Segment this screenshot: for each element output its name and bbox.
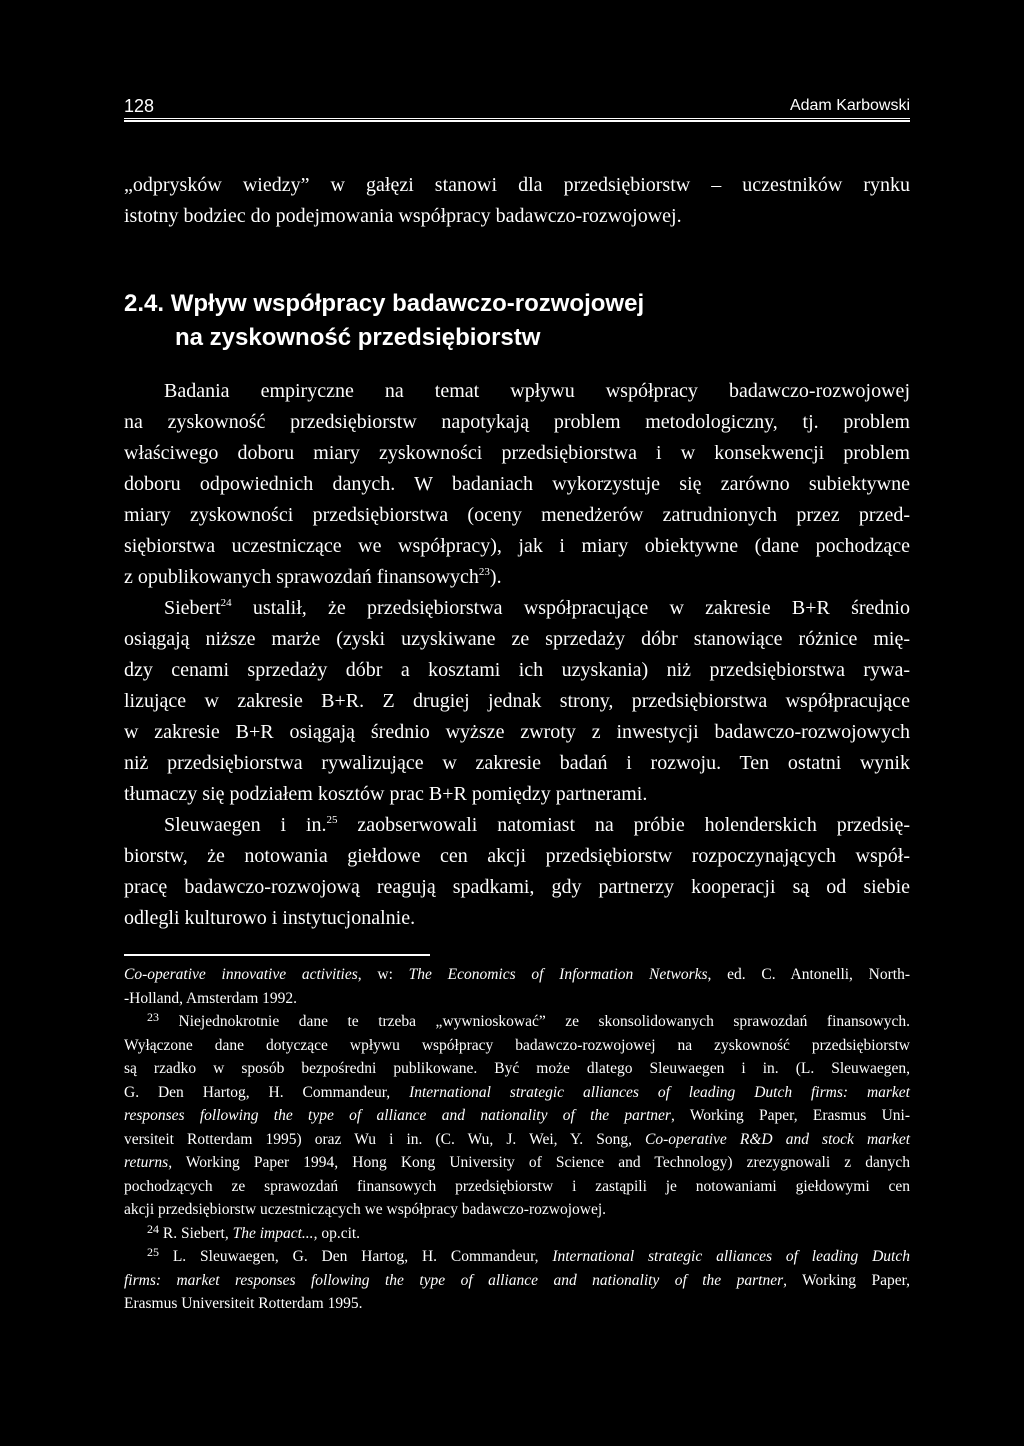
text-line: „odprysków wiedzy” w gałęzi stanowi dla przedsiębiorstw – uczestników rynku xyxy=(124,174,910,196)
text-line: Siebert$^{24}$ ustalił, że przedsiębiorstwa współpracujące w zakresie B+R średnio xyxy=(164,597,910,619)
footnote-line: firms: market responses following the type of alliance and nationality of the partner, Working Paper, xyxy=(124,1271,911,1289)
footnote-line: -Holland, Amsterdam 1992. xyxy=(124,989,298,1007)
footnote-ref-23[interactable]: 23 xyxy=(478,566,490,578)
text-line: odlegli kulturowo i instytucjonalnie. xyxy=(124,907,416,929)
footnote-line: returns, Working Paper 1994, Hong Kong University of Science and Technology) zrezygnowali z danych xyxy=(124,1154,910,1171)
header-rule-thin xyxy=(124,118,910,119)
footnote-line: są rzadko w sposób bezpośredni publikowane. Być może dlatego Sleuwaegen i in. (L. Sleuwaegen, xyxy=(124,1060,910,1077)
text-line: dzy cenami sprzedaży dóbr a kosztami ich uzyskania) niż przedsiębiorstwa rywa- xyxy=(124,659,910,681)
text-line: lizujące w zakresie B+R. Z drugiej jednak strony, przedsiębiorstwa współpracujące xyxy=(124,690,910,712)
text-line: miary zyskowności przedsiębiorstwa (oceny menedżerów zatrudnionych przez przed- xyxy=(124,504,910,526)
text-line: w zakresie B+R osiągają średnio wyższe zwroty z inwestycji badawczo-rozwojowych xyxy=(124,721,910,743)
footnote-line: G. Den Hartog, H. Commandeur, International strategic alliances of leading Dutch firms: market xyxy=(124,1083,910,1101)
section-title-line-1: Wpływ współpracy badawczo-rozwojowej xyxy=(170,290,645,317)
footnote-ref-25[interactable]: 25 xyxy=(326,814,338,826)
body-paragraphs xyxy=(124,376,910,934)
section-number: 2.4. xyxy=(124,290,165,317)
text-line: niż przedsiębiorstwa rywalizujące w zakresie badań i rozwoju. Ten ostatni wynik xyxy=(124,752,910,774)
page-number: 128 xyxy=(124,96,155,116)
footnote-line: versiteit Rotterdam 1995) oraz Wu i in. (C. Wu, J. Wei, Y. Song, Co-operative R&D and stock market xyxy=(124,1130,911,1148)
text-line: z opublikowanych sprawozdań finansowych$^{23}$). xyxy=(124,566,502,588)
footnote-line: akcji przedsiębiorstw uczestniczących we współpracy badawczo-rozwojowej. xyxy=(124,1201,607,1218)
footnote-line: Erasmus Universiteit Rotterdam 1995. xyxy=(124,1295,363,1312)
text-line: Sleuwaegen i in.$^{25}$ zaobserwowali natomiast na próbie holenderskich przedsię- xyxy=(164,814,910,836)
text-line: właściwego doboru miary zyskowności przedsiębiorstwa i w konsekwencji problem xyxy=(124,442,910,464)
running-author: Adam Karbowski xyxy=(789,97,910,114)
text-line: doboru odpowiednich danych. W badaniach wykorzystuje się zarówno subiektywne xyxy=(124,473,910,495)
footnote-number: 25 xyxy=(147,1245,159,1259)
footnote-line: responses following the type of alliance and nationality of the partner, Working Paper, Erasmus Uni- xyxy=(124,1107,910,1124)
footnote-24: $^{24}$ R. Siebert, The impact..., op.cit. xyxy=(147,1221,361,1242)
text-line: tłumaczy się podziałem kosztów prac B+R pomiędzy partnerami. xyxy=(124,783,648,805)
text-line: pracę badawczo-rozwojową reagują spadkami, gdy partnerzy kooperacji są od siebie xyxy=(124,876,910,898)
text-line: istotny bodziec do podejmowania współpracy badawczo-rozwojowej. xyxy=(124,205,682,227)
footnote-23: $^{23}$ Niejednokrotnie dane te trzeba „wywnioskować” ze skonsolidowanych sprawozdań finansowych. xyxy=(147,1010,911,1030)
text-line: siębiorstwa uczestniczące we współpracy), jak i miary obiektywne (dane pochodzące xyxy=(124,535,910,557)
footnote-line: pochodzących ze sprawozdań finansowych przedsiębiorstw i zastąpili je notowaniami giełdowymi cen xyxy=(124,1177,910,1195)
text-line: biorstw, że notowania giełdowe cen akcji przedsiębiorstw rozpoczynających współ- xyxy=(124,845,910,867)
section-title-line-2: na zyskowność przedsiębiorstw xyxy=(175,324,541,351)
footnote-25: $^{25}$ L. Sleuwaegen, G. Den Hartog, H. Commandeur, International strategic alliances of leading Dutch xyxy=(147,1245,910,1265)
intro-paragraph xyxy=(124,170,910,232)
footnote-separator xyxy=(124,954,430,956)
footnote-ref-24[interactable]: 24 xyxy=(220,597,232,609)
text-line: osiągają niższe marże (zyski uzyskiwane ze sprzedaży dóbr stanowiące różnice mię- xyxy=(124,628,910,650)
footnote-number: 23 xyxy=(147,1010,159,1024)
section-heading xyxy=(124,287,910,355)
footnote-line: Co-operative innovative activities, w: The Economics of Information Networks, ed. C. Antonelli, North- xyxy=(124,966,910,983)
text-line: Badania empiryczne na temat wpływu współpracy badawczo-rozwojowej xyxy=(164,380,910,402)
text-line: na zyskowność przedsiębiorstw napotykają problem metodologiczny, tj. problem xyxy=(124,411,910,433)
footnote-line: Wyłączone dane dotyczące wpływu współpracy badawczo-rozwojowej na zyskowność przedsiębiorstw xyxy=(124,1036,910,1054)
footnotes xyxy=(124,963,910,1316)
footnote-number: 24 xyxy=(147,1221,159,1236)
header-rule xyxy=(124,120,910,122)
running-header xyxy=(124,94,910,122)
